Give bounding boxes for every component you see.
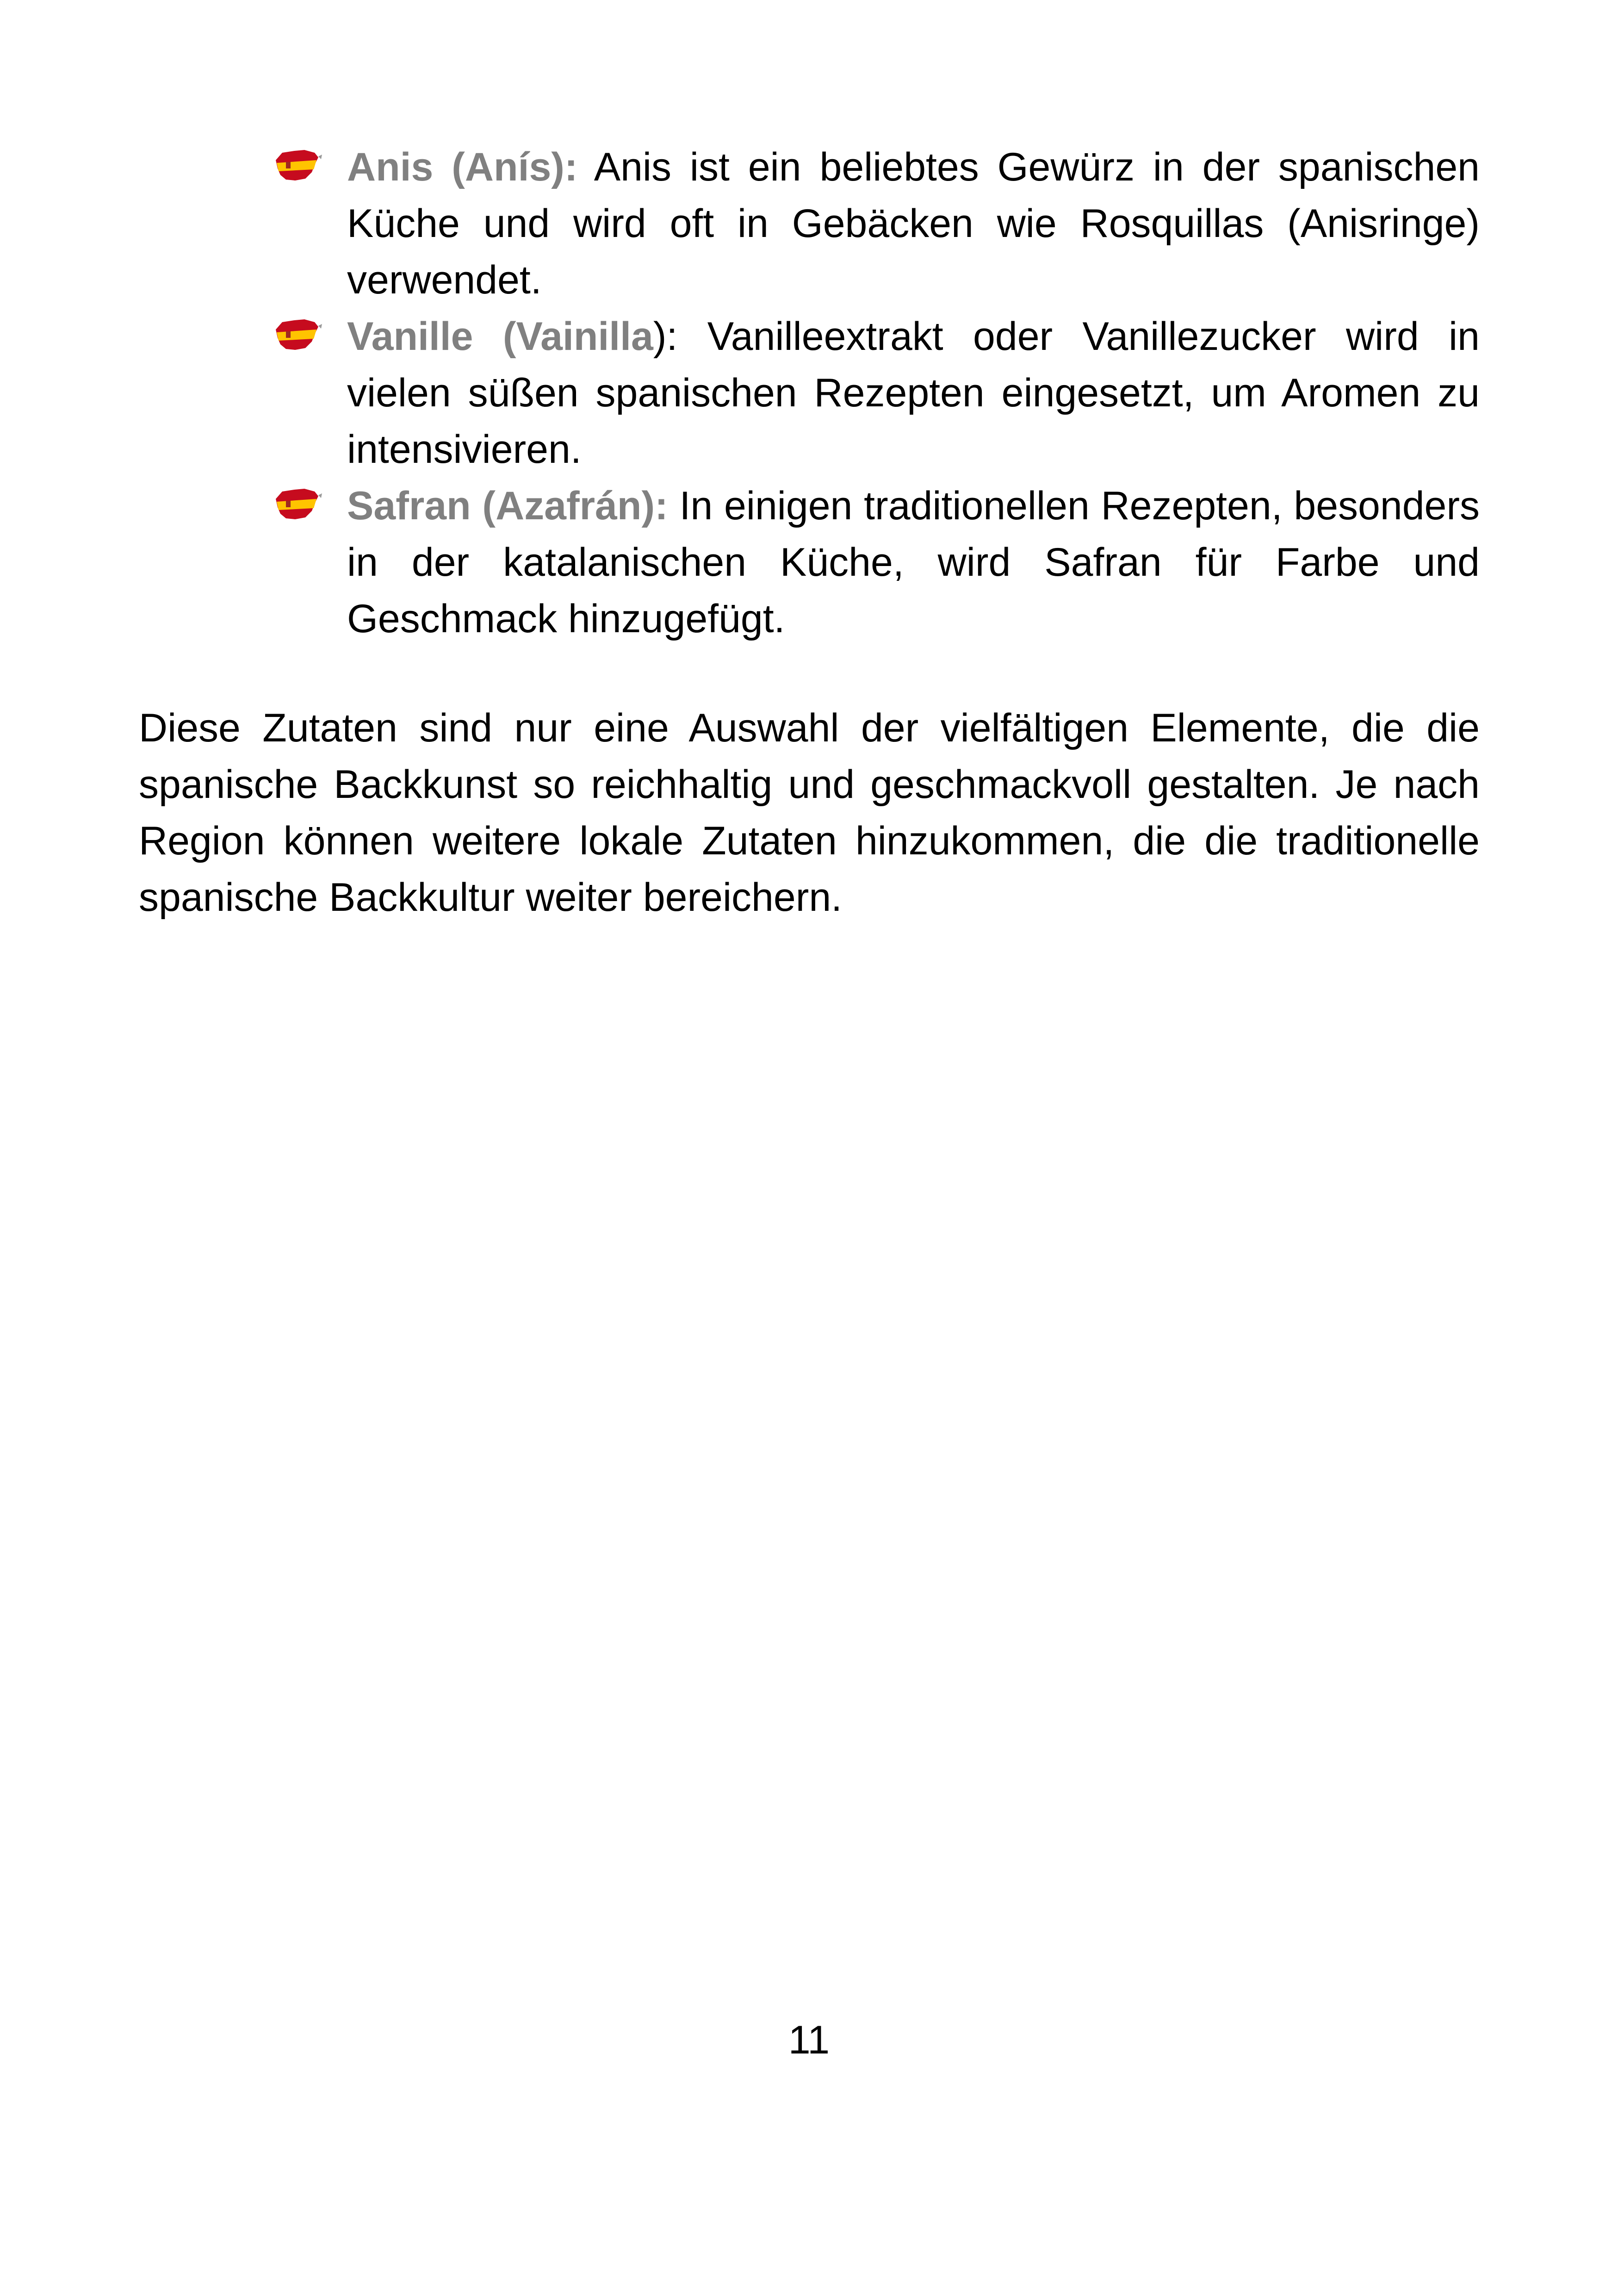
- list-item-anis: [272, 139, 1480, 308]
- item-description: Anis ist ein beliebtes Gewürz in der spanischen Küche und wird oft in Gebäcken wie Rosquillas (Anisringe) verwendet.: [347, 145, 1480, 302]
- spain-map-flag-icon: [272, 485, 323, 523]
- term-label: Safran (Azafrán):: [347, 484, 668, 528]
- term-separator: ):: [653, 314, 707, 359]
- list-item-vanille: [272, 308, 1480, 478]
- ingredient-list: [272, 139, 1480, 647]
- page-number: 11: [788, 2018, 830, 2062]
- term-separator: [578, 145, 594, 189]
- term-label: Anis (Anís):: [347, 145, 578, 189]
- spain-map-flag-icon: [272, 146, 323, 184]
- spain-map-flag-icon: [272, 316, 323, 354]
- term-separator: [668, 484, 680, 528]
- term-label: Vanille (Vainilla: [347, 314, 653, 359]
- list-item-safran: [272, 478, 1480, 647]
- item-description: Vanilleextrakt oder Vanillezucker wird in vielen süßen spanischen Rezepten eingesetzt, um Aromen zu intensivieren.: [347, 314, 1480, 472]
- summary-paragraph: Diese Zutaten sind nur eine Auswahl der vielfältigen Elemente, die die spanische Backkunst so reichhaltig und geschmackvoll gestalten. Je nach Region können weitere lokale Zutaten hinzukommen, die die traditionelle spanische Backkultur weiter bereichern.: [139, 706, 1480, 920]
- item-description: In einigen traditionellen Rezepten, besonders in der katalanischen Küche, wird Safran für Farbe und Geschmack hinzugefügt.: [347, 484, 1480, 641]
